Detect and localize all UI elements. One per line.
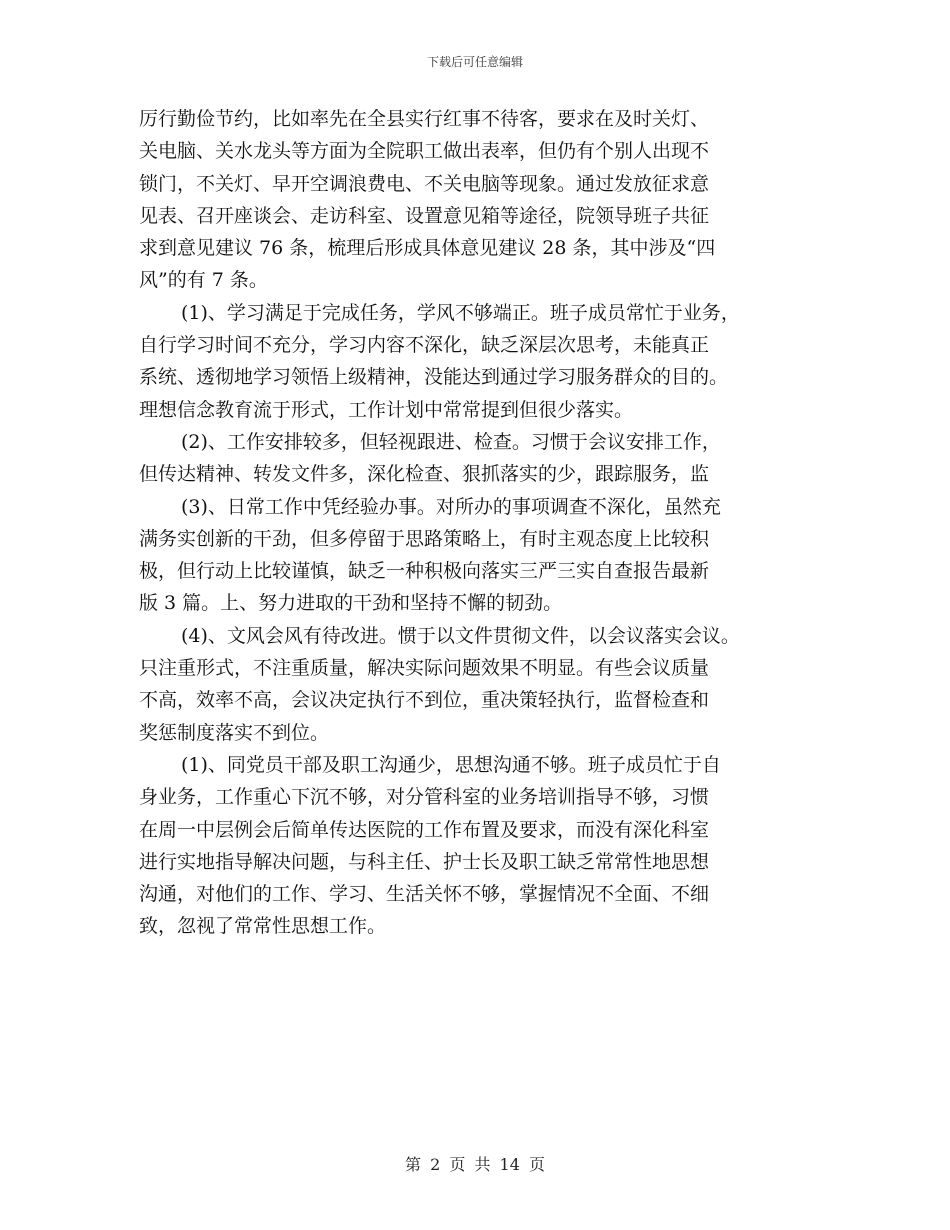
text-line: 风”的有 7 条。 [139, 269, 268, 292]
text-line: 进行实地指导解决问题，与科主任、护士长及职工缺乏常常性地思想 [139, 850, 710, 873]
page-footer-page-number: 第 2 页 共 14 页 [405, 1155, 545, 1174]
paragraph-first-line: (1)、同党员干部及职工沟通少，思想沟通不够。班子成员忙于自 [181, 753, 721, 776]
text-line: 致，忽视了常常性思想工作。 [139, 915, 387, 938]
text-line: 版 3 篇。上、努力进取的干劲和坚持不懈的韧劲。 [139, 592, 563, 615]
text-line: 关电脑、关水龙头等方面为全院职工做出表率，但仍有个别人出现不 [139, 140, 710, 163]
text-line: 理想信念教育流于形式，工作计划中常常提到但很少落实。 [139, 398, 634, 421]
text-line: 但传达精神、转发文件多，深化检查、狠抓落实的少，跟踪服务，监 [139, 463, 710, 486]
page-header: 下载后可任意编辑 [426, 55, 523, 69]
paragraph-first-line: (4)、文风会风有待改进。惯于以文件贯彻文件，以会议落实会议。 [181, 624, 740, 647]
text-line: 求到意见建议 76 条，梳理后形成具体意见建议 28 条，其中涉及“四 [139, 237, 716, 260]
text-line: 厉行勤俭节约，比如率先在全县实行红事不待客，要求在及时关灯、 [139, 108, 710, 130]
text-line: 身业务，工作重心下沉不够，对分管科室的业务培训指导不够，习惯 [139, 786, 710, 809]
text-line: 满务实创新的干劲，但多停留于思路策略上，有时主观态度上比较积 [139, 527, 710, 550]
text-line: 在周一中层例会后简单传达医院的工作布置及要求，而没有深化科室 [139, 818, 710, 841]
document-body [139, 103, 829, 943]
text-line: 系统、透彻地学习领悟上级精神，没能达到通过学习服务群众的目的。 [139, 366, 729, 389]
paragraph-first-line: (2)、工作安排较多，但轻视跟进、检查。习惯于会议安排工作， [181, 430, 721, 453]
text-line: 锁门，不关灯、早开空调浪费电、不关电脑等现象。通过发放征求意 [139, 172, 710, 195]
text-line: 不高，效率不高，会议决定执行不到位，重决策轻执行，监督检查和 [139, 689, 710, 712]
text-line: 自行学习时间不充分，学习内容不深化，缺乏深层次思考，未能真正 [139, 334, 710, 357]
paragraph-first-line: (1)、学习满足于完成任务，学风不够端正。班子成员常忙于业务， [181, 301, 740, 324]
text-line: 见表、召开座谈会、走访科室、设置意见箱等途径，院领导班子共征 [139, 204, 710, 227]
text-line: 奖惩制度落实不到位。 [139, 721, 330, 744]
text-line: 沟通，对他们的工作、学习、生活关怀不够，掌握情况不全面、不细 [139, 883, 710, 906]
text-line: 极，但行动上比较谨慎，缺乏一种积极向落实三严三实自查报告最新 [139, 560, 710, 583]
text-line: 只注重形式，不注重质量，解决实际问题效果不明显。有些会议质量 [139, 657, 710, 680]
paragraph-first-line: (3)、日常工作中凭经验办事。对所办的事项调查不深化，虽然充 [181, 495, 721, 518]
